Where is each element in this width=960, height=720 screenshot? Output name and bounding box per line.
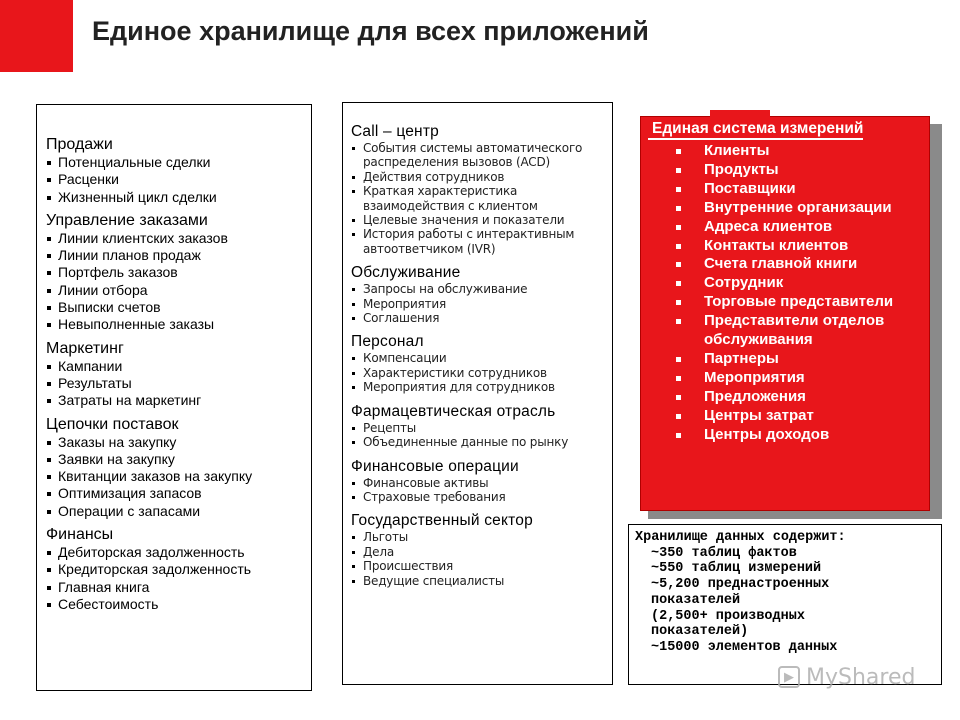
list-item: Портфель заказов [46,264,311,281]
dimensions-panel-content [648,120,920,445]
list-item: Происшествия [351,559,612,573]
section-heading: Продажи [46,136,113,153]
dimension-item: Представители отделов обслуживания [704,312,920,350]
warehouse-line: ~350 таблиц фактов [651,545,797,561]
list-item: Операции с запасами [46,503,311,520]
section [351,333,612,394]
list-item: Себестоимость [46,596,311,613]
section-heading: Цепочки поставок [46,415,179,433]
dimension-item: Сотрудник [704,274,920,293]
list-item: Действия сотрудников [351,170,612,184]
section-heading: Маркетинг [46,339,124,357]
list-item: Кампании [46,358,311,375]
section-list [351,530,612,588]
section [46,525,311,613]
list-item: История работы с интерактивным автоответчиком (IVR) [351,227,612,256]
section-heading: Финансы [46,526,114,544]
section-heading: Управление заказами [46,211,208,229]
list-item: Выписки счетов [46,299,311,316]
section [351,403,612,450]
dimension-item: Торговые представители [704,293,920,312]
dimension-item: Внутренние организации [704,199,920,218]
section-list [351,421,612,450]
warehouse-line: ~5,200 преднастроенных [651,577,830,593]
section-list [46,230,311,334]
section-heading: Call – центр [351,123,439,140]
list-item: События системы автоматического распределения вызовов (ACD) [351,141,612,170]
warehouse-line: (2,500+ производных [651,608,805,624]
section-list [351,282,612,325]
section-list [46,544,311,613]
dimension-item: Контакты клиентов [704,237,920,256]
dimension-item: Поставщики [704,180,920,199]
list-item: Мероприятия для сотрудников [351,380,612,394]
dimension-item: Продукты [704,161,920,180]
list-item: Соглашения [351,311,612,325]
section-heading: Государственный сектор [351,512,533,530]
section-list [351,141,612,256]
watermark-text: MyShared [806,664,916,690]
list-item: Потенциальные сделки [46,154,311,171]
dimension-item: Центры затрат [704,407,920,426]
list-item: Заказы на закупку [46,434,311,451]
left-apps-box [36,104,312,691]
dimension-item: Партнеры [704,350,920,369]
list-item: Линии отбора [46,282,311,299]
section-heading: Фармацевтическая отрасль [351,402,556,420]
list-item: Финансовые активы [351,476,612,490]
dimensions-heading: Единая система измерений [648,120,863,140]
section-list [351,351,612,394]
list-item: Дебиторская задолженность [46,544,311,561]
dimensions-list [704,142,920,445]
section [351,264,612,325]
section [46,211,311,334]
list-item: Оптимизация запасов [46,485,311,502]
list-item: Рецепты [351,421,612,435]
section-heading: Обслуживание [351,264,461,282]
list-item: Жизненный цикл сделки [46,189,311,206]
section [46,135,311,206]
warehouse-line: показателей [651,592,741,608]
dimension-item: Клиенты [704,142,920,161]
dimension-item: Центры доходов [704,426,920,445]
list-item: Невыполненные заказы [46,316,311,333]
list-item: Заявки на закупку [46,451,311,468]
warehouse-line: ~15000 элементов данных [651,639,838,655]
dimension-item: Счета главной книги [704,255,920,274]
warehouse-line: ~550 таблиц измерений [651,561,822,577]
list-item: Дела [351,545,612,559]
list-item: Краткая характеристика взаимодействия с клиентом [351,184,612,213]
watermark-icon: ▶ [778,666,800,688]
section [46,415,311,520]
list-item: Льготы [351,530,612,544]
list-item: Расценки [46,171,311,188]
warehouse-line: показателей) [651,624,749,640]
list-item: Результаты [46,375,311,392]
section-heading: Финансовые операции [351,457,519,475]
list-item: Линии планов продаж [46,247,311,264]
dimension-item: Предложения [704,388,920,407]
list-item: Главная книга [46,579,311,596]
dimension-item: Адреса клиентов [704,218,920,237]
warehouse-heading: Хранилище данных содержит: [635,530,846,545]
list-item: Объединенные данные по рынку [351,435,612,449]
list-item: Страховые требования [351,490,612,504]
section [46,339,311,410]
section-list [46,434,311,520]
list-item: Кредиторская задолженность [46,561,311,578]
section-list [46,154,311,206]
page-title: Единое хранилище для всех приложений [92,16,649,46]
section [351,512,612,588]
list-item: Ведущие специалисты [351,574,612,588]
list-item: Компенсации [351,351,612,365]
list-item: Запросы на обслуживание [351,282,612,296]
section [351,458,612,505]
list-item: Целевые значения и показатели [351,213,612,227]
warehouse-lines [651,546,941,656]
section-list [46,358,311,410]
section-list [351,476,612,505]
list-item: Квитанции заказов на закупку [46,468,311,485]
middle-apps-box [342,102,613,685]
list-item: Характеристики сотрудников [351,366,612,380]
list-item: Линии клиентских заказов [46,230,311,247]
list-item: Мероприятия [351,297,612,311]
brand-red-square [0,0,73,72]
dimension-item: Мероприятия [704,369,920,388]
dimensions-panel-tab [710,110,770,120]
section [351,123,612,256]
watermark [778,660,948,694]
section-heading: Персонал [351,333,424,351]
list-item: Затраты на маркетинг [46,392,311,409]
